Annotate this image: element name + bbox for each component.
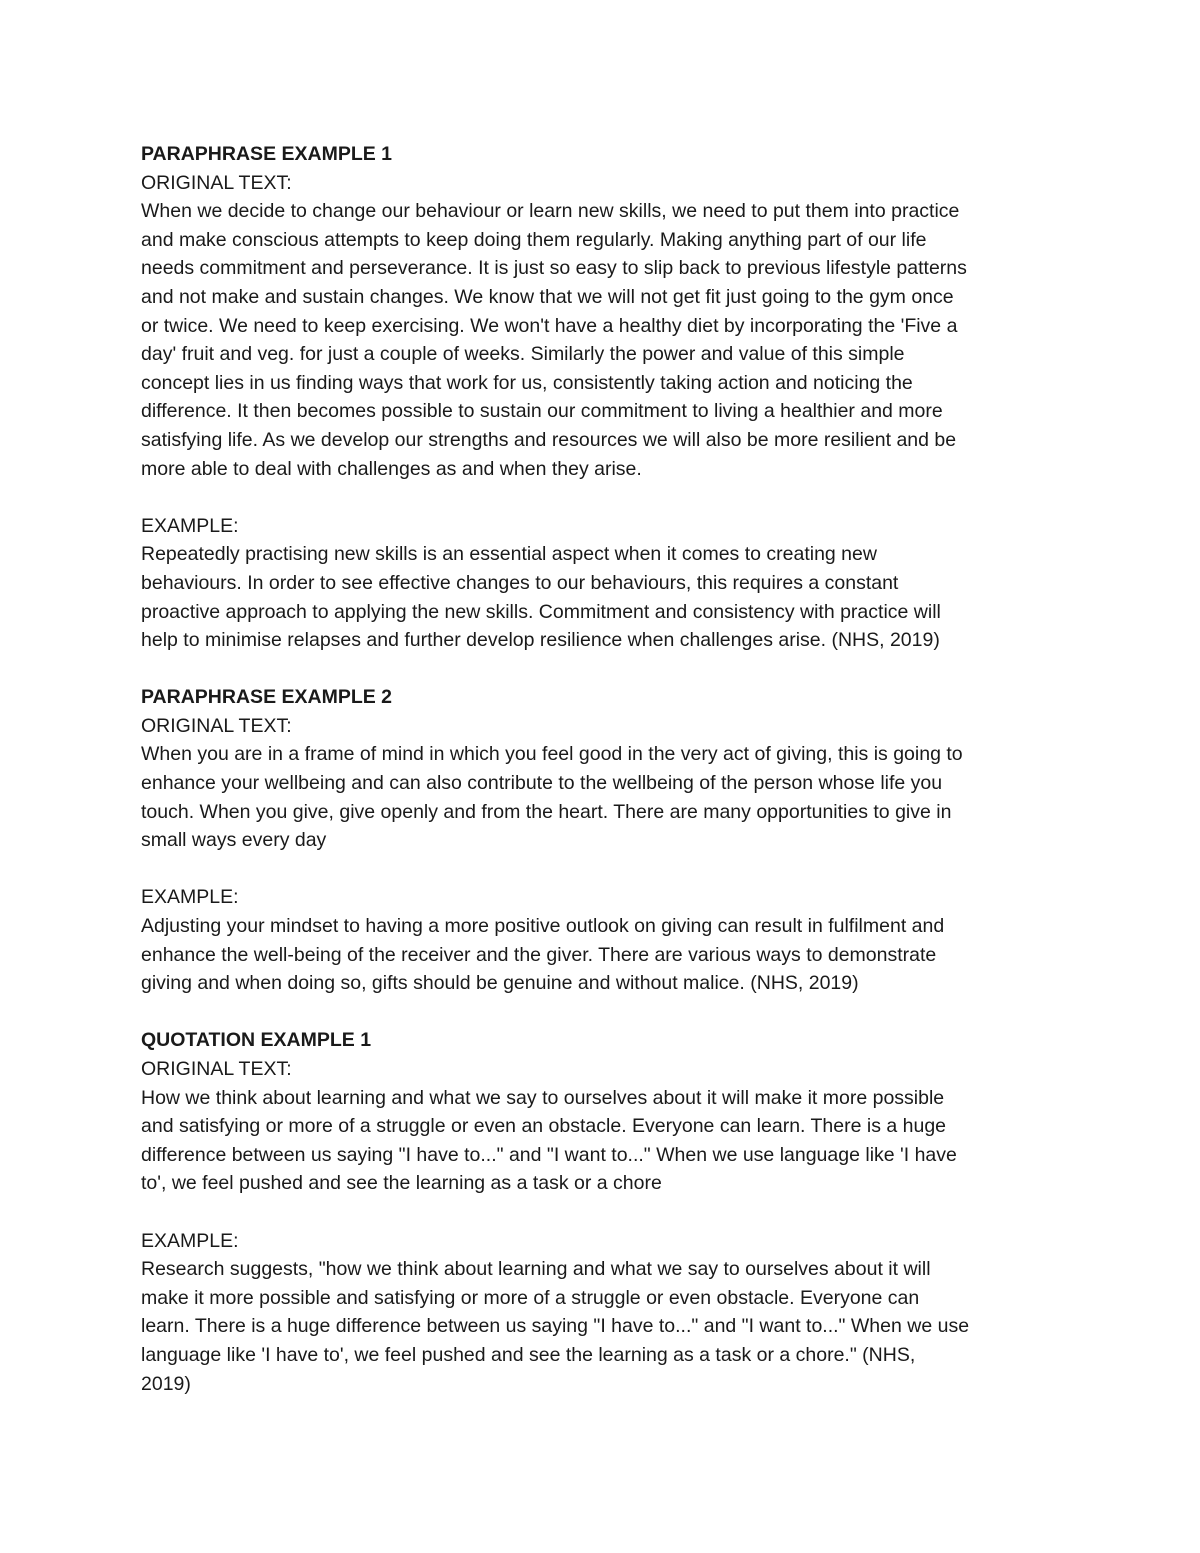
example-label: EXAMPLE: xyxy=(141,886,239,909)
example-text-line: learn. There is a huge difference between us saying "I have to..." and "I want to..." When we use xyxy=(141,1315,970,1338)
original-text-line: concept lies in us finding ways that work for us, consistently taking action and noticing the xyxy=(141,371,913,394)
original-text-line: difference between us saying "I have to..." and "I want to..." When we use language like 'I have xyxy=(141,1143,957,1166)
original-text-line: small ways every day xyxy=(141,829,327,852)
section-heading: QUOTATION EXAMPLE 1 xyxy=(141,1029,372,1052)
section-heading: PARAPHRASE EXAMPLE 2 xyxy=(141,686,393,709)
original-text-line: difference. It then becomes possible to sustain our commitment to living a healthier and more xyxy=(141,400,943,423)
original-text-line: and not make and sustain changes. We know that we will not get fit just going to the gym once xyxy=(141,285,954,308)
blank-line xyxy=(141,655,1101,684)
example-label: EXAMPLE: xyxy=(141,514,239,537)
original-text-line: When you are in a frame of mind in which you feel good in the very act of giving, this is going to xyxy=(141,743,963,766)
example-text-line: giving and when doing so, gifts should be genuine and without malice. (NHS, 2019) xyxy=(141,972,859,995)
example-text-line: Repeatedly practising new skills is an essential aspect when it comes to creating new xyxy=(141,543,877,566)
example-text-line: Research suggests, "how we think about learning and what we say to ourselves about it will xyxy=(141,1258,931,1281)
original-text-line: touch. When you give, give openly and from the heart. There are many opportunities to give in xyxy=(141,800,952,823)
example-text-line: Adjusting your mindset to having a more positive outlook on giving can result in fulfilment and xyxy=(141,915,945,938)
original-text-label: ORIGINAL TEXT: xyxy=(141,714,292,737)
section-heading: PARAPHRASE EXAMPLE 1 xyxy=(141,143,393,165)
example-text-line: make it more possible and satisfying or more of a struggle or even obstacle. Everyone can xyxy=(141,1286,920,1309)
original-text-line: needs commitment and perseverance. It is just so easy to slip back to previous lifestyle patterns xyxy=(141,257,967,280)
original-text-label: ORIGINAL TEXT: xyxy=(141,171,292,194)
original-text-line: satisfying life. As we develop our strengths and resources we will also be more resilient and be xyxy=(141,428,957,451)
original-text-line: more able to deal with challenges as and when they arise. xyxy=(141,457,642,480)
original-text-line: to', we feel pushed and see the learning as a task or a chore xyxy=(141,1172,662,1195)
original-text-line: enhance your wellbeing and can also contribute to the wellbeing of the person whose life you xyxy=(141,772,943,795)
original-text-line: or twice. We need to keep exercising. We won't have a healthy diet by incorporating the 'Five a xyxy=(141,314,958,337)
example-text-line: language like 'I have to', we feel pushed and see the learning as a task or a chore." (NHS, xyxy=(141,1343,916,1366)
example-text-line: proactive approach to applying the new skills. Commitment and consistency with practice will xyxy=(141,600,941,623)
example-label: EXAMPLE: xyxy=(141,1229,239,1252)
example-text-line: behaviours. In order to see effective changes to our behaviours, this requires a constant xyxy=(141,571,899,594)
blank-line xyxy=(141,1198,1101,1227)
original-text-label: ORIGINAL TEXT: xyxy=(141,1058,292,1080)
example-text-line: 2019) xyxy=(141,1372,191,1395)
blank-line xyxy=(141,483,1101,512)
original-text-line: and satisfying or more of a struggle or even an obstacle. Everyone can learn. There is a huge xyxy=(141,1115,947,1138)
example-text-line: enhance the well-being of the receiver and the giver. There are various ways to demonstrate xyxy=(141,943,937,966)
blank-line xyxy=(141,998,1101,1027)
document-page xyxy=(141,140,1101,1398)
original-text-line: When we decide to change our behaviour or learn new skills, we need to put them into practice xyxy=(141,200,960,223)
original-text-line: How we think about learning and what we say to ourselves about it will make it more possible xyxy=(141,1086,945,1109)
original-text-line: day' fruit and veg. for just a couple of weeks. Similarly the power and value of this simple xyxy=(141,343,905,366)
blank-line xyxy=(141,855,1101,884)
example-text-line: help to minimise relapses and further develop resilience when challenges arise. (NHS, 2019) xyxy=(141,629,940,652)
original-text-line: and make conscious attempts to keep doing them regularly. Making anything part of our life xyxy=(141,228,927,251)
